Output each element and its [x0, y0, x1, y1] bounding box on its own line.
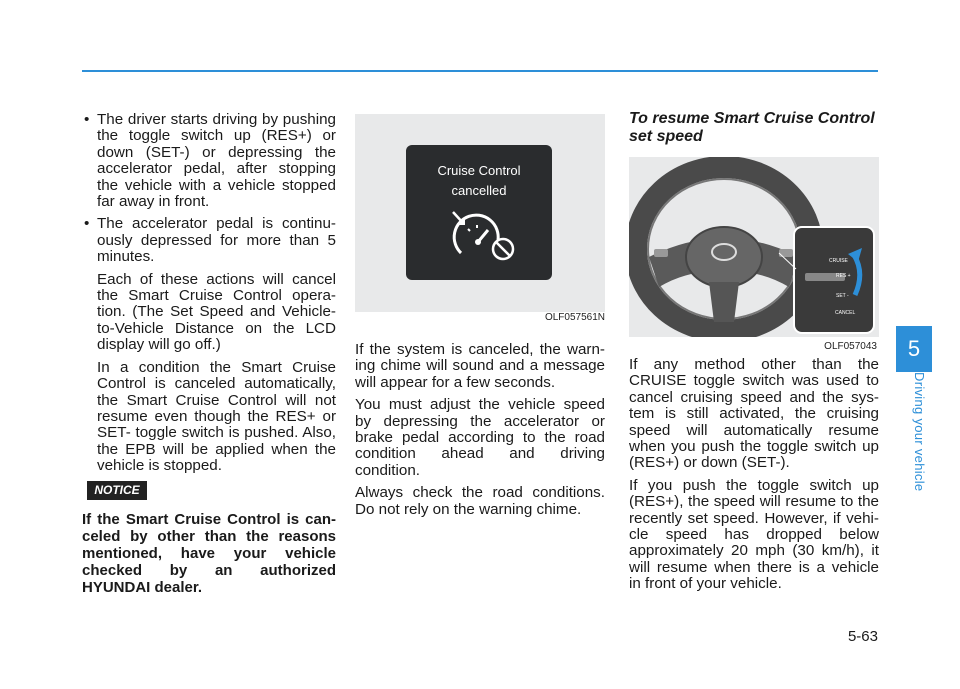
- header-rule: [82, 70, 878, 72]
- column-1: [82, 112, 336, 481]
- paragraph: If the system is canceled, the warn-ing chime will sound and a message will appear for a few seconds.: [355, 341, 605, 391]
- lcd-figure: [355, 114, 605, 312]
- paragraph: If any method other than the CRUISE toggle switch was used to cancel cruising speed and the sys-tem is still activated, the cruising speed will automatically resume when you push the toggle switch up (RES+) or down (SET-).: [629, 356, 879, 472]
- lcd-message-line1: Cruise Control: [437, 163, 521, 178]
- paragraph: You must adjust the vehicle speed by depressing the accelerator or brake pedal according to the road condition ahead and driving condition.: [355, 396, 605, 479]
- set-button-label: SET -: [836, 293, 849, 299]
- paragraph: Each of these actions will cancel the Smart Cruise Control opera-tion. (The Set Speed and Vehicle-to-Vehicle Distance on the LCD display will go off.): [97, 270, 336, 354]
- cancel-button-label: CANCEL: [835, 310, 856, 316]
- chapter-label: Driving your vehicle: [912, 372, 927, 492]
- notice-badge: NOTICE: [87, 481, 147, 500]
- steering-wheel-figure: [629, 157, 879, 337]
- cruise-cancel-icon: [406, 145, 552, 280]
- paragraph: In a condition the Smart Cruise Control is canceled automatically, the Smart Cruise Control will not resume even though the RES+ or SET- toggle switch is pushed. Also, the EPB will be applied when the vehicle is stopped.: [97, 358, 336, 475]
- list-item: • The driver starts driving by pushing the toggle switch up (RES+) or down (SET-) or depressing the accelerator pedal, after stopping the vehicle with a vehicle stopped far away in front.: [84, 111, 336, 211]
- figure-caption: OLF057043: [824, 341, 877, 352]
- cruise-button-label: CRUISE: [829, 258, 848, 264]
- page-number: 5-63: [847, 628, 878, 645]
- chapter-number-tab: 5: [896, 326, 932, 372]
- column-2: [355, 342, 605, 524]
- section-title: To resume Smart Cruise Control set speed: [629, 110, 875, 145]
- res-button-label: RES +: [836, 273, 851, 279]
- lcd-display: [406, 145, 552, 280]
- notice-text: If the Smart Cruise Control is can-celed by other than the reasons mentioned, have your vehicle checked by an authorized HYUNDAI dealer.: [82, 511, 336, 596]
- bullet-dot: •: [84, 215, 90, 233]
- lcd-message-line2: cancelled: [451, 183, 507, 198]
- list-item: • The accelerator pedal is continu-ously depressed for more than 5 minutes.: [84, 215, 336, 266]
- column-3: [629, 357, 879, 599]
- bullet-dot: •: [84, 111, 90, 128]
- paragraph: Always check the road conditions. Do not rely on the warning chime.: [355, 484, 605, 518]
- paragraph: If you push the toggle switch up (RES+), the speed will resume to the recently set speed. However, if vehi-cle speed has dropped below approximately 20 mph (30 km/h), it will resume when there is a vehicle in front of your vehicle.: [629, 476, 879, 593]
- figure-caption: OLF057561N: [544, 312, 605, 323]
